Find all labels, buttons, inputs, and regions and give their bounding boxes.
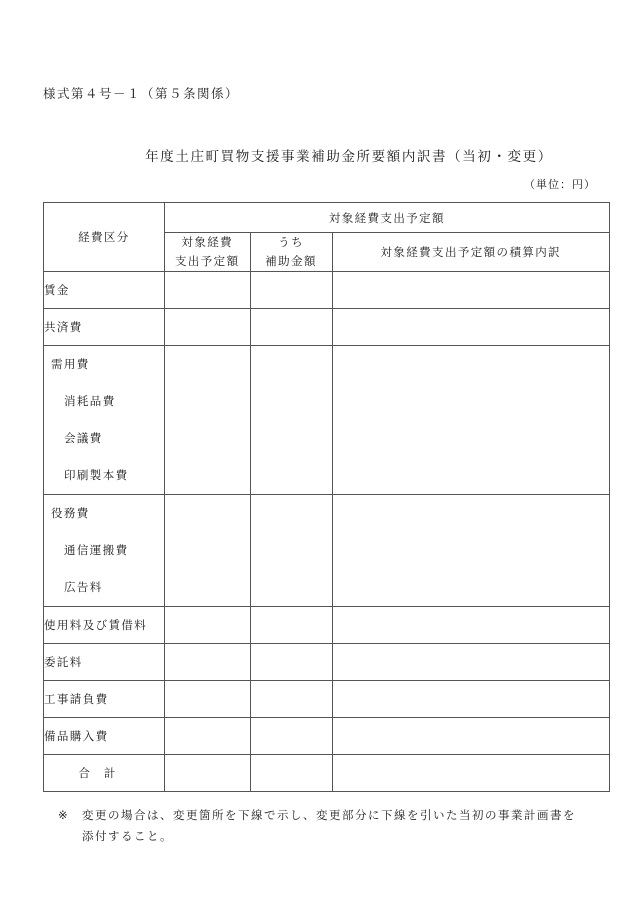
cell-subsidy[interactable] [250, 718, 332, 755]
cell-planned[interactable] [164, 681, 250, 718]
table-row [44, 681, 610, 718]
note-line-1: 変更の場合は、変更箇所を下線で示し、変更部分に下線を引いた当初の事業計画書を [82, 808, 576, 822]
row-label: 需用費 [51, 357, 90, 371]
table-row-group [44, 346, 610, 495]
total-breakdown[interactable] [332, 755, 609, 792]
header-category: 経費区分 [44, 203, 165, 272]
row-label: 印刷製本費 [64, 468, 129, 482]
cell-breakdown[interactable] [332, 272, 609, 309]
cell-planned[interactable] [164, 644, 250, 681]
header-breakdown: 対象経費支出予定額の積算内訳 [332, 233, 609, 272]
table-row [44, 272, 610, 309]
row-label: 消耗品費 [64, 394, 116, 408]
budget-table [43, 202, 610, 792]
total-label: 合計 [44, 755, 165, 792]
note-line-2: 添付すること。 [82, 829, 173, 843]
table-row [44, 309, 610, 346]
footnote [58, 805, 608, 847]
header-subsidy-line1: うち [278, 235, 304, 249]
row-label: 会議費 [64, 431, 103, 445]
cell-breakdown[interactable] [332, 681, 609, 718]
row-label: 共済費 [44, 309, 165, 346]
cell-breakdown[interactable] [332, 718, 609, 755]
header-planned-amount [164, 233, 250, 272]
row-label: 委託料 [44, 644, 165, 681]
table-row-group [44, 495, 610, 607]
table-row [44, 718, 610, 755]
unit-label: （単位：円） [524, 178, 596, 191]
cell-planned[interactable] [164, 346, 250, 495]
cell-breakdown[interactable] [332, 607, 609, 644]
cell-planned[interactable] [164, 272, 250, 309]
cell-subsidy[interactable] [250, 309, 332, 346]
form-number: 様式第４号－１（第５条関係） [43, 86, 240, 101]
cell-breakdown[interactable] [332, 309, 609, 346]
row-label-group [44, 495, 165, 607]
cell-subsidy[interactable] [250, 644, 332, 681]
cell-planned[interactable] [164, 718, 250, 755]
cell-subsidy[interactable] [250, 272, 332, 309]
cell-subsidy[interactable] [250, 607, 332, 644]
header-planned-group: 対象経費支出予定額 [164, 203, 609, 233]
table-row [44, 644, 610, 681]
cell-planned[interactable] [164, 495, 250, 607]
total-planned[interactable] [164, 755, 250, 792]
header-subsidy-amount [250, 233, 332, 272]
header-planned-line2: 支出予定額 [174, 254, 240, 268]
document-title: 年度土庄町買物支援事業補助金所要額内訳書（当初・変更） [145, 149, 553, 165]
row-label: 通信運搬費 [64, 543, 129, 557]
row-label: 広告料 [64, 580, 103, 594]
row-label-group [44, 346, 165, 495]
row-label: 工事請負費 [44, 681, 165, 718]
note-mark: ※ [58, 808, 70, 822]
row-label: 賃金 [44, 272, 165, 309]
total-row [44, 755, 610, 792]
table-row [44, 607, 610, 644]
row-label: 役務費 [51, 506, 90, 520]
cell-breakdown[interactable] [332, 495, 609, 607]
header-subsidy-line2: 補助金額 [265, 254, 317, 268]
row-label: 使用料及び賃借料 [44, 607, 165, 644]
cell-planned[interactable] [164, 309, 250, 346]
cell-subsidy[interactable] [250, 495, 332, 607]
cell-breakdown[interactable] [332, 644, 609, 681]
header-planned-line1: 対象経費 [181, 235, 234, 249]
row-label: 備品購入費 [44, 718, 165, 755]
total-subsidy[interactable] [250, 755, 332, 792]
cell-subsidy[interactable] [250, 681, 332, 718]
cell-subsidy[interactable] [250, 346, 332, 495]
header-row [44, 203, 610, 233]
cell-planned[interactable] [164, 607, 250, 644]
cell-breakdown[interactable] [332, 346, 609, 495]
